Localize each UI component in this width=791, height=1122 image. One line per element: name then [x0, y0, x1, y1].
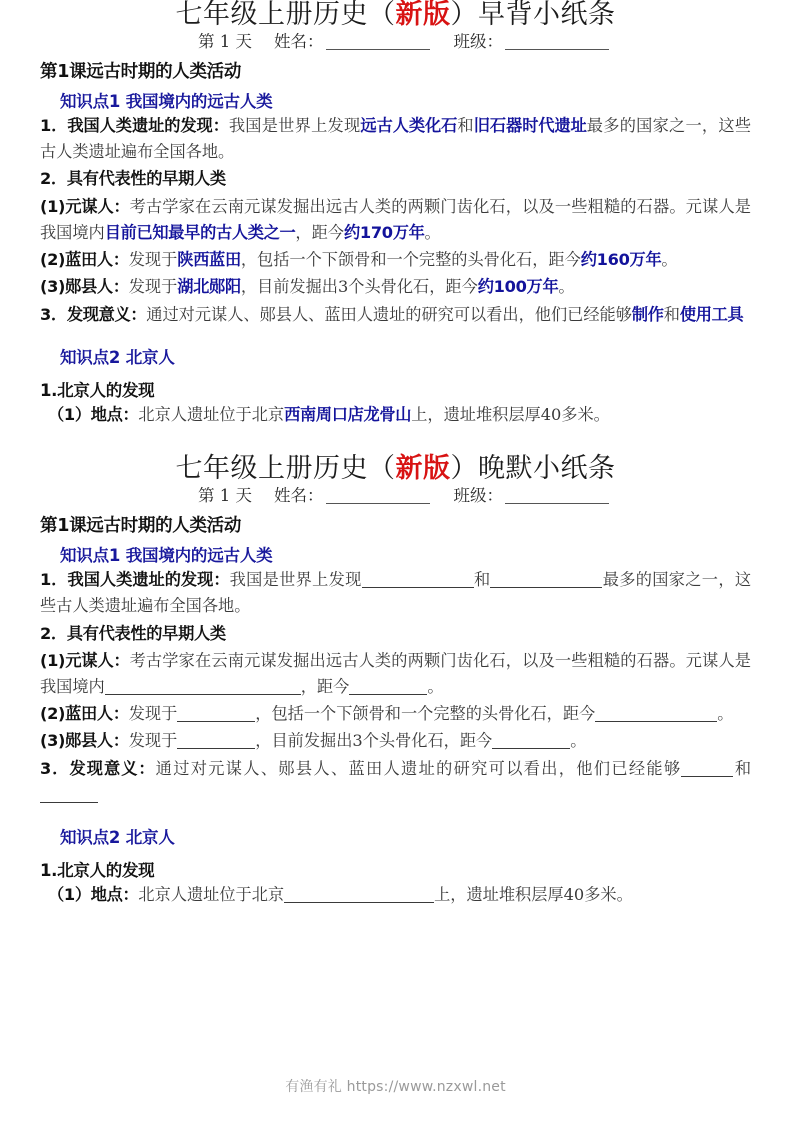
- para-text-1: 发现于: [128, 277, 178, 297]
- title-prefix: 七年级上册历史（: [175, 0, 396, 30]
- sheet-divider: [40, 428, 751, 454]
- keyword-1600k-years: 约160万年: [580, 250, 662, 270]
- keyword-make: 制作: [631, 304, 664, 324]
- para-text-1: 考古学家在云南元谋发掘出远古人类的两颗门齿化石，以及一些粗糙的石器。元谋人是我国境内: [40, 650, 751, 697]
- heading-representative-humans-morning: [40, 166, 751, 192]
- para-yuanmou-evening: [40, 648, 751, 700]
- para-text-1: 发现于: [128, 731, 178, 751]
- keyword-use-tools: 使用工具: [679, 304, 744, 324]
- day-label: 第 1 天: [198, 486, 252, 506]
- lesson-title-evening: 第1课远古时期的人类活动: [40, 516, 242, 537]
- answer-blank-1000k-years[interactable]: [492, 748, 570, 749]
- para-text-1: 发现于: [128, 704, 178, 724]
- para-text-2: ，目前发掘出3个头骨化石，距今: [240, 277, 478, 297]
- answer-blank-fossil[interactable]: [362, 587, 474, 588]
- answer-blank-make-wrap[interactable]: [707, 776, 733, 777]
- name-label: 姓名：: [274, 486, 324, 506]
- name-blank[interactable]: [326, 503, 430, 504]
- keyword-shaanxi-lantian: 陕西蓝田: [177, 250, 241, 270]
- kp2-title: 北京人: [125, 347, 175, 367]
- para-text-1: 考古学家在云南元谋发掘出远古人类的两颗门齿化石，以及一些粗糙的石器。元谋人是我国境内: [40, 196, 751, 242]
- para-significance-morning: [40, 302, 751, 328]
- para-text-2: ，包括一个下颌骨和一个完整的头骨化石，距今: [255, 704, 596, 724]
- knowledge-point-2-morning: [40, 344, 751, 368]
- knowledge-point-2-evening: [40, 824, 751, 848]
- title-suffix: ）早背小纸条: [450, 0, 616, 30]
- keyword-earliest-human: 目前已知最早的古人类之一: [104, 222, 296, 242]
- subheading-peking-man-discovery-morning: 1.北京人的发现: [40, 380, 155, 400]
- answer-blank-1600k-years-wrap[interactable]: [691, 721, 717, 722]
- answer-blank-make[interactable]: [681, 776, 707, 777]
- para-yunxian-morning: [40, 274, 751, 300]
- para-head: 3．发现意义：: [40, 304, 147, 324]
- para-discovery-morning: [40, 113, 751, 165]
- name-label: 姓名：: [274, 32, 324, 52]
- meta-line-evening: [40, 484, 751, 509]
- sheet-title-evening: [40, 454, 751, 484]
- answer-blank-shaanxi-lantian[interactable]: [177, 721, 255, 722]
- meta-line-morning: [40, 30, 751, 55]
- para-text-3: 。: [558, 277, 575, 297]
- para-text-2: ，距今: [300, 677, 350, 697]
- para-text-3: 最多的国家之一，这些古人类遗址遍布全国各地。: [40, 115, 752, 162]
- para-text-1: 通过对元谋人、郧县人、蓝田人遗址的研究可以看出，他们已经能够: [146, 304, 632, 324]
- name-blank[interactable]: [326, 49, 430, 50]
- kp1-title: 我国境内的远古人类: [125, 91, 273, 111]
- para-text-2: 和: [663, 304, 680, 324]
- title-highlight: 新版: [395, 0, 451, 30]
- class-blank[interactable]: [505, 49, 609, 50]
- heading-text: 2．具有代表性的早期人类: [40, 623, 226, 643]
- kp1-label: 知识点1: [60, 546, 121, 566]
- para-text-2: 和: [733, 758, 752, 778]
- subheading-peking-man-discovery-evening: 1.北京人的发现: [40, 861, 155, 881]
- para-text-2: ，目前发掘出3个头骨化石，距今: [255, 731, 493, 751]
- para-lantian-evening: [40, 701, 751, 727]
- sheet-evening: [40, 454, 751, 908]
- title-highlight: 新版: [395, 453, 451, 485]
- kp2-title: 北京人: [125, 828, 175, 848]
- keyword-zhoukoudian: 西南周口店龙骨山: [284, 404, 412, 424]
- answer-blank-1600k-years[interactable]: [595, 721, 691, 722]
- para-text-1: 我国是世界上发现: [228, 115, 361, 135]
- para-lantian-morning: [40, 247, 751, 273]
- para-text-3: 。: [661, 250, 678, 270]
- keyword-paleolithic-site: 旧石器时代遗址: [473, 115, 587, 135]
- class-label: 班级：: [453, 486, 503, 506]
- heading-text: 2．具有代表性的早期人类: [40, 169, 226, 189]
- para-head: (2)蓝田人：: [40, 704, 129, 724]
- para-head: 1．我国人类遗址的发现：: [40, 570, 230, 590]
- answer-blank-hubei-yunyang[interactable]: [177, 748, 255, 749]
- class-label: 班级：: [453, 32, 503, 52]
- keyword-fossil: 远古人类化石: [360, 115, 458, 135]
- para-text-3: 最多的国家之一，这些古人类遗址遍布全国各地。: [40, 570, 752, 616]
- para-significance-evening: [40, 756, 751, 808]
- kp1-title: 我国境内的远古人类: [125, 546, 273, 566]
- para-discovery-evening: [40, 567, 751, 619]
- sheet-morning: [40, 0, 751, 428]
- answer-blank-zhoukoudian[interactable]: [284, 902, 434, 903]
- kp2-label: 知识点2: [60, 828, 121, 848]
- para-text-2: ，包括一个下颌骨和一个完整的头骨化石，距今: [240, 250, 581, 270]
- kp2-label: 知识点2: [60, 347, 121, 367]
- title-prefix: 七年级上册历史（: [175, 453, 396, 485]
- para-text-2: 上，遗址堆积层厚40多米。: [411, 404, 610, 424]
- para-text-2: ，距今: [295, 222, 344, 242]
- para-yunxian-evening: [40, 728, 751, 754]
- knowledge-point-1-morning: [40, 88, 751, 112]
- para-head: (1)元谋人：: [40, 196, 130, 216]
- para-text-2: 和: [473, 570, 491, 590]
- para-location-morning: [40, 402, 751, 428]
- knowledge-point-1-evening: [40, 542, 751, 566]
- para-head: 3．发现意义：: [40, 758, 156, 778]
- para-text-1: 发现于: [128, 250, 178, 270]
- para-head: （1）地点：: [48, 404, 139, 424]
- heading-representative-humans-evening: [40, 621, 751, 647]
- para-text-3: 。: [717, 704, 734, 724]
- para-text-3: 。: [424, 222, 441, 242]
- para-head: (2)蓝田人：: [40, 250, 129, 270]
- para-text-2: 上，遗址堆积层厚40多米。: [434, 885, 633, 905]
- title-suffix: ）晚默小纸条: [450, 453, 616, 485]
- day-label: 第 1 天: [198, 32, 252, 52]
- sheet-title-morning: [40, 0, 751, 30]
- para-head: （1）地点：: [48, 885, 139, 905]
- para-head: (1)元谋人：: [40, 650, 130, 670]
- keyword-hubei-yunyang: 湖北郧阳: [177, 277, 241, 297]
- lesson-title-morning: 第1课远古时期的人类活动: [40, 61, 242, 82]
- para-head: (3)郧县人：: [40, 731, 129, 751]
- keyword-1000k-years: 约100万年: [477, 277, 559, 297]
- para-text-1: 北京人遗址位于北京: [138, 885, 285, 905]
- watermark: 有渔有礼 https://www.nzxwl.net: [285, 1079, 506, 1095]
- answer-blank-earliest-human[interactable]: [105, 694, 301, 695]
- para-text-1: 北京人遗址位于北京: [138, 404, 285, 424]
- keyword-1700k-years: 约170万年: [343, 222, 425, 242]
- para-text-3: 。: [427, 677, 444, 697]
- answer-blank-use-tools[interactable]: [40, 802, 98, 803]
- kp1-label: 知识点1: [60, 91, 121, 111]
- para-text-1: 我国是世界上发现: [229, 570, 362, 590]
- class-blank[interactable]: [505, 503, 609, 504]
- answer-blank-1700k-years[interactable]: [349, 694, 427, 695]
- para-yuanmou-morning: [40, 194, 751, 246]
- para-location-evening: [40, 882, 751, 908]
- para-text-1: 通过对元谋人、郧县人、蓝田人遗址的研究可以看出，他们已经能够: [155, 758, 682, 778]
- answer-blank-paleolithic-site[interactable]: [490, 587, 602, 588]
- para-head: 1．我国人类遗址的发现：: [40, 115, 229, 135]
- para-head: (3)郧县人：: [40, 277, 129, 297]
- para-text-2: 和: [457, 115, 474, 135]
- para-text-3: 。: [570, 731, 587, 751]
